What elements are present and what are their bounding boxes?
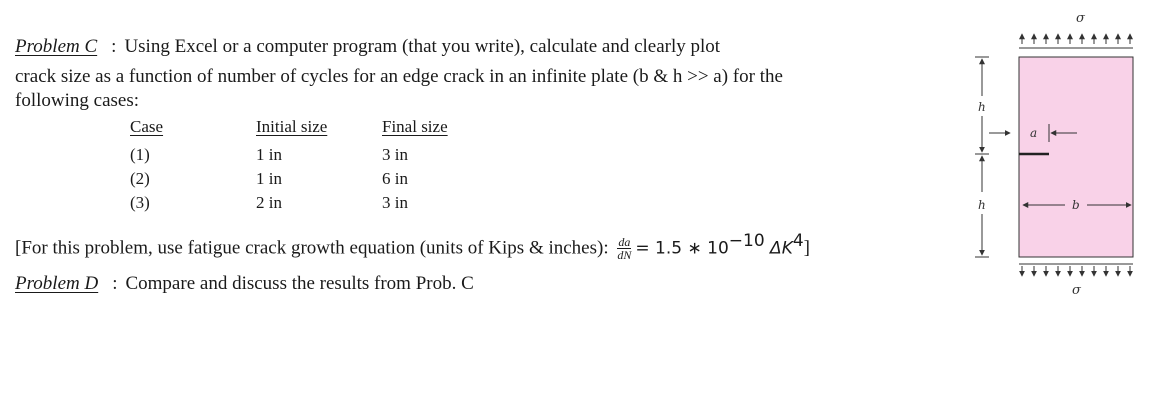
table-cell: (1) <box>130 145 150 164</box>
table-cell: (3) <box>130 193 150 212</box>
problem-c-colon: : <box>111 36 117 57</box>
problem-c-label: Problem C <box>15 36 98 57</box>
equation-fraction <box>617 236 631 261</box>
problem-c-line-1 <box>15 36 720 58</box>
table-cell: 3 in <box>382 193 408 212</box>
equation-prefix: [For this problem, use fatigue crack growth equation (units of Kips & inches): <box>15 237 609 259</box>
table-header-case: Case <box>130 117 164 136</box>
plate <box>1019 57 1133 257</box>
top-load-arrows <box>1022 34 1130 44</box>
b-label: b <box>1072 198 1080 212</box>
h-bottom-label: h <box>978 198 986 212</box>
table-cell: 6 in <box>382 169 408 188</box>
bottom-load-arrows <box>1022 266 1130 276</box>
a-label: a <box>1030 126 1038 140</box>
problem-d-line <box>15 273 474 295</box>
table-cell: 2 in <box>256 193 282 212</box>
equation-rhs: = 1.5 ∗ 10 <box>635 238 729 259</box>
equation-line <box>15 231 810 261</box>
equation-k-exponent: 4 <box>792 231 804 251</box>
equation-close: ] <box>803 237 810 259</box>
fraction-numerator: da <box>618 235 631 250</box>
problem-d-label: Problem D <box>15 273 99 294</box>
table-cell: 1 in <box>256 169 282 188</box>
sigma-top-label: σ <box>1076 11 1085 26</box>
edge-crack-plate-figure <box>965 0 1170 300</box>
problem-c-line-3: following cases: <box>15 90 140 111</box>
table-cell: (2) <box>130 169 150 188</box>
problem-d-colon: : <box>112 273 118 294</box>
problem-c-line-2: crack size as a function of number of cycles for an edge crack in an infinite plate (b & h >> a) for the <box>15 66 783 87</box>
h-dimension <box>975 57 989 257</box>
fraction-denominator: dN <box>617 248 632 263</box>
table-cell: 3 in <box>382 145 408 164</box>
table-header-final-size: Final size <box>382 117 448 136</box>
problem-c-text-1: Using Excel or a computer program (that you write), calculate and clearly plot <box>124 36 721 57</box>
equation-delta-k: ΔK <box>764 238 793 259</box>
sigma-bottom-label: σ <box>1072 283 1081 298</box>
equation-exponent: −10 <box>728 231 765 251</box>
problem-d-text: Compare and discuss the results from Prob. C <box>125 273 474 294</box>
h-top-label: h <box>978 100 986 114</box>
table-cell: 1 in <box>256 145 282 164</box>
table-header-initial-size: Initial size <box>256 117 328 136</box>
